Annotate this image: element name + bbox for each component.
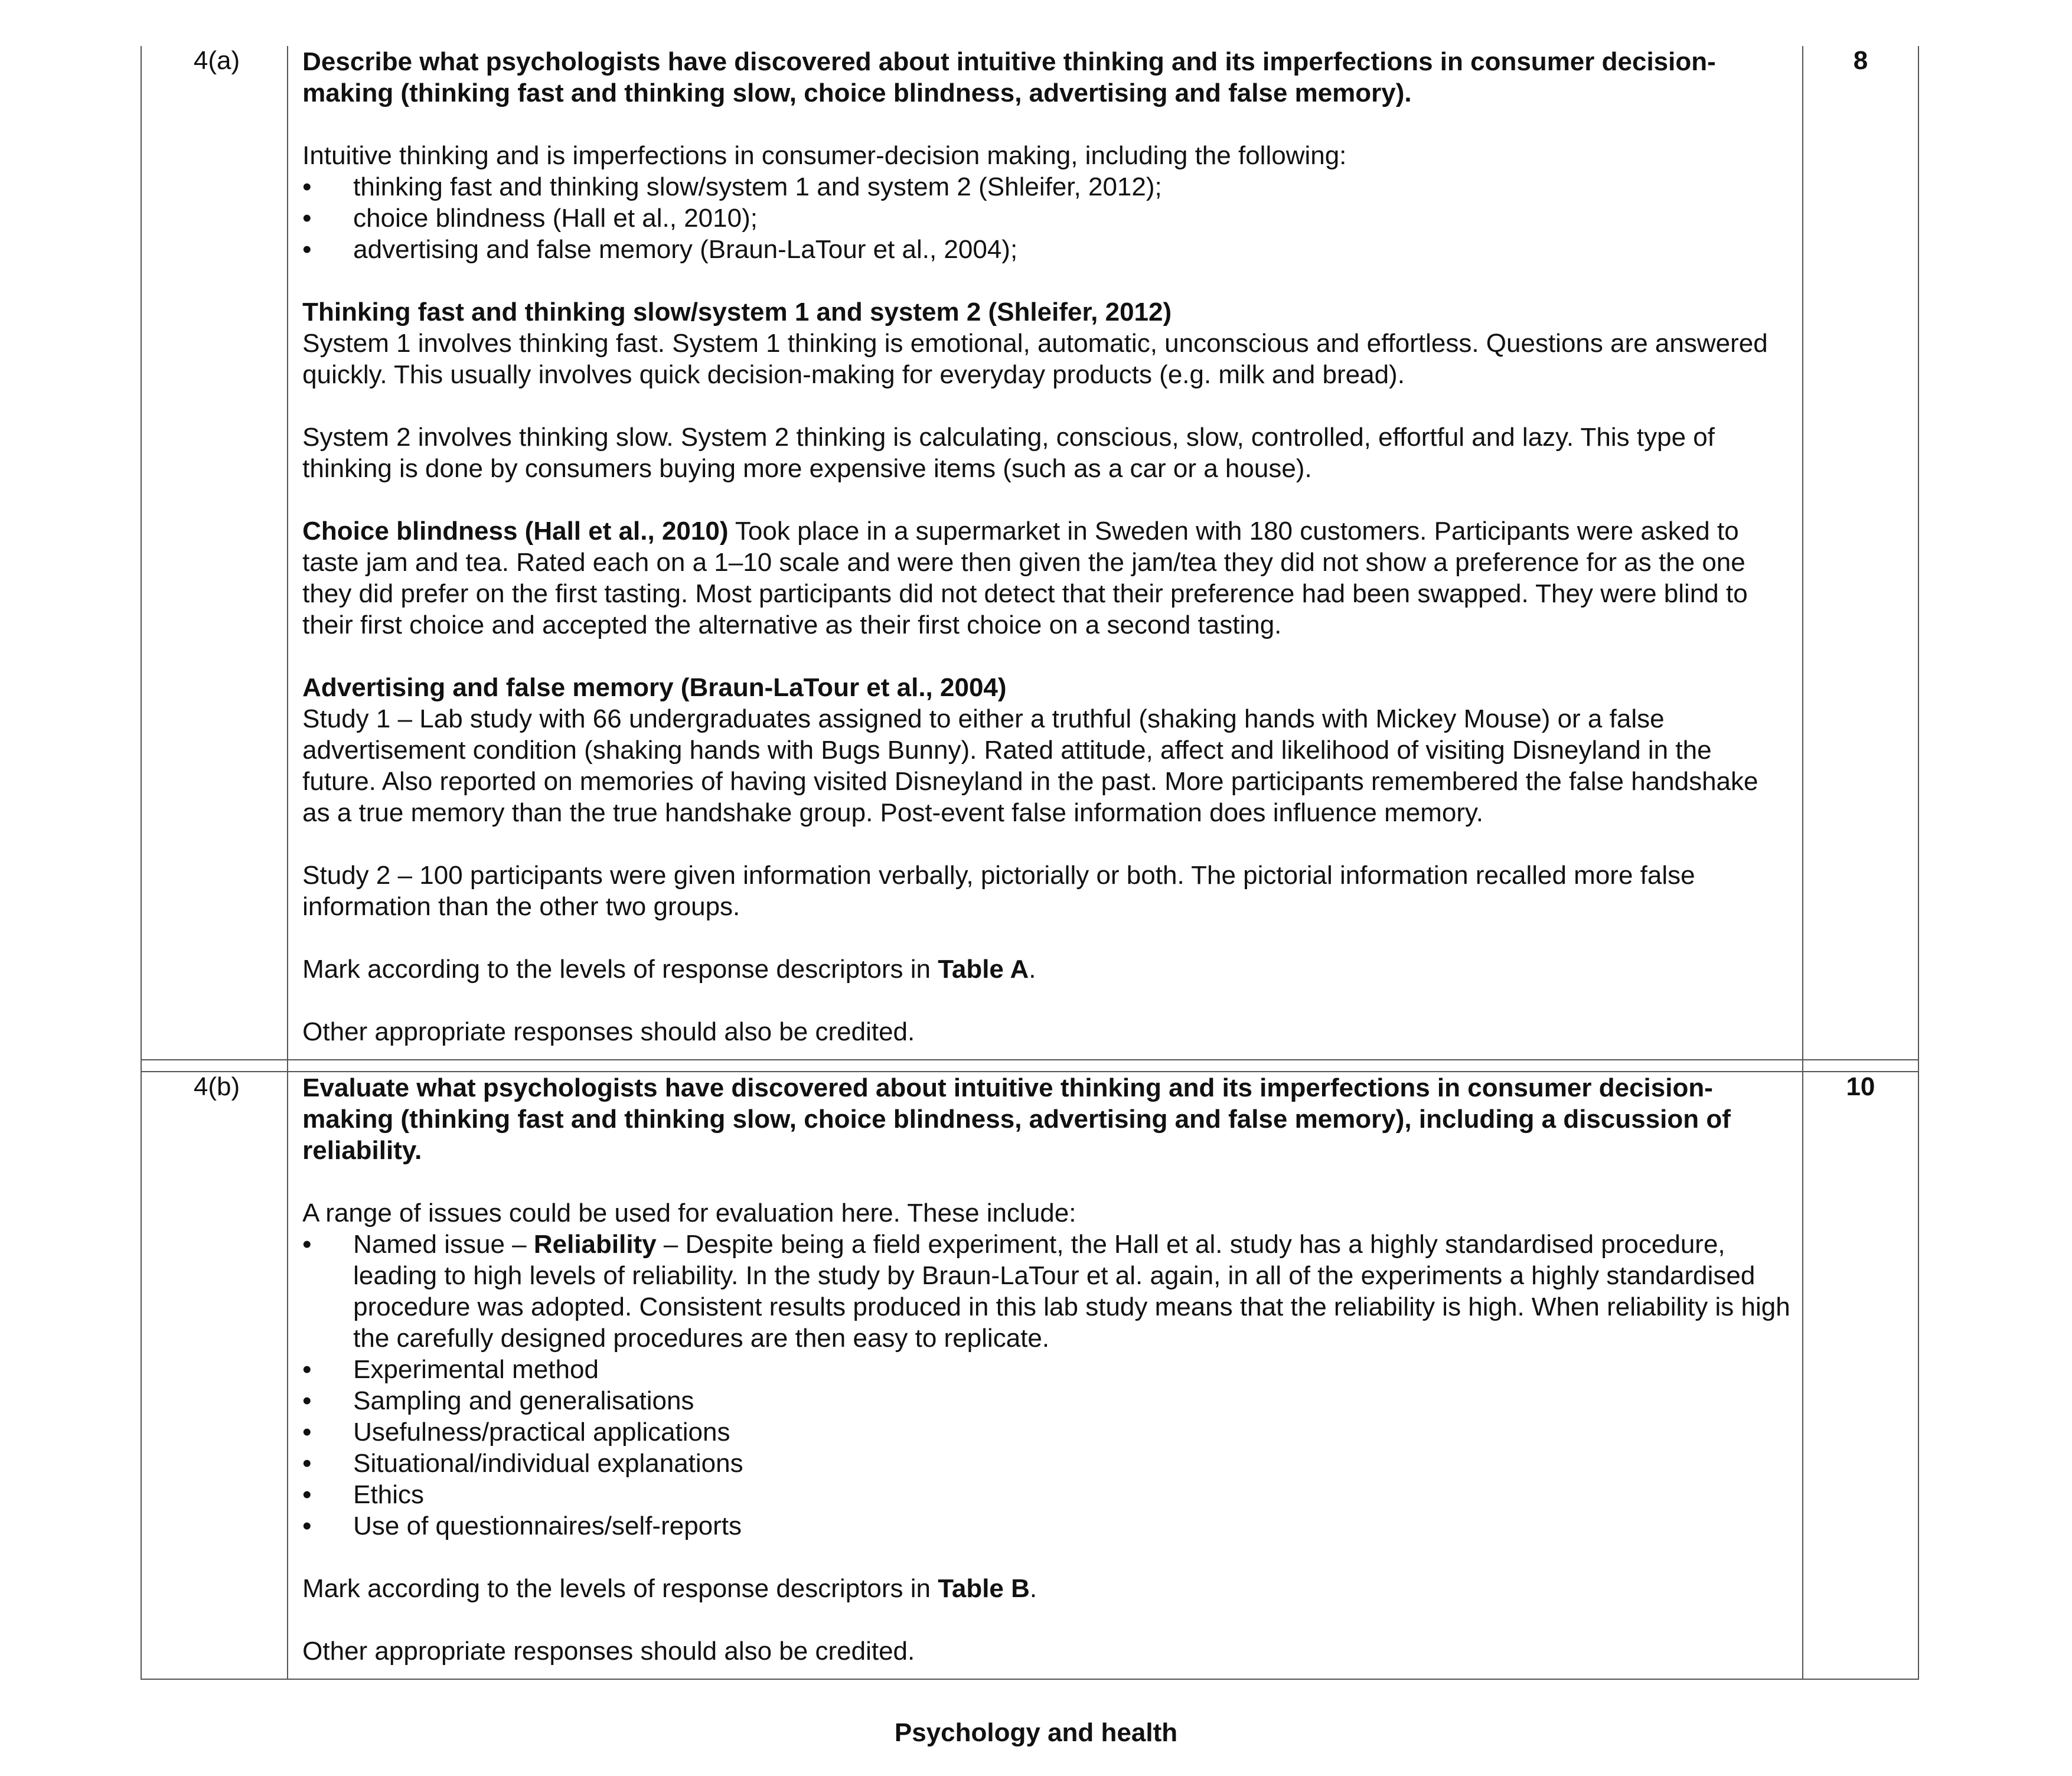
section-heading: Choice blindness (Hall et al., 2010) [302,517,729,546]
bullet-icon: • [302,204,312,233]
paragraph: System 2 involves thinking slow. System 2 thinking is calculating, conscious, slow, controlled, effortful and lazy. This type of thinking is done by consumers buying more expensive items (such as a car or a house). [302,423,1715,483]
list-item: • Usefulness/practical applications [302,1418,730,1447]
mark-scheme-table [141,46,1919,1680]
list-item: • Named issue – Reliability – Despite being a field experiment, the Hall et al. study has a highly standardised procedure, leading to high levels of reliability. In the study by Braun-LaTour et al. again, in all of the experiments a highly standardised procedure was adopted. Consistent results produced in this lab study means that the reliability is high. When reliability is high the carefully designed procedures are then easy to replicate. [302,1230,1790,1353]
list-item: • thinking fast and thinking slow/system 1 and system 2 (Shleifer, 2012); [302,172,1162,201]
bullet-icon: • [302,1355,312,1384]
intro-text: A range of issues could be used for evaluation here. These include: [302,1199,1076,1227]
section-heading: Advertising and false memory (Braun-LaTour et al., 2004) [302,673,1007,702]
credit-note: Other appropriate responses should also be credited. [302,1017,915,1046]
marks-value: 8 [1803,46,1918,1060]
answer-cell [288,46,1803,1060]
bullet-icon: • [302,1386,312,1415]
bullet-list [302,1229,1790,1542]
bullet-icon: • [302,1480,312,1509]
paragraph: Study 1 – Lab study with 66 undergraduates assigned to either a truthful (shaking hands with Mickey Mouse) or a false advertisement condition (shaking hands with Bugs Bunny). Rated attitude, affect and likelihood of visiting Disneyland in the future. Also reported on memories of having visited Disneyland in the past. More participants remembered the false handshake as a true memory than the true handshake group. Post-event false information does influence memory. [302,704,1758,827]
question-row-4a [141,46,1918,1060]
list-item: • Situational/individual explanations [302,1449,743,1478]
question-number: 4(b) [141,1072,288,1679]
bullet-icon: • [302,172,312,201]
mark-instruction: Mark according to the levels of response descriptors in Table A. [302,955,1036,984]
paragraph: System 1 involves thinking fast. System 1 thinking is emotional, automatic, unconscious and effortless. Questions are answered quickly. This usually involves quick decision-making for everyday products (e.g. milk and bread). [302,329,1768,389]
list-item: • Use of questionnaires/self-reports [302,1511,742,1540]
paragraph: Study 2 – 100 participants were given information verbally, pictorially or both. The pictorial information recalled more false information than the other two groups. [302,861,1695,921]
bullet-list [302,171,1790,265]
section-footer: Psychology and health [894,1718,1178,1747]
marks-value: 10 [1803,1072,1918,1679]
bullet-icon: • [302,1511,312,1540]
question-text: Evaluate what psychologists have discovered about intuitive thinking and its imperfections in consumer decision-making (thinking fast and thinking slow, choice blindness, advertising and false memory), including a discussion of reliability. [302,1073,1731,1165]
question-number: 4(a) [141,46,288,1060]
list-item: • Ethics [302,1480,424,1509]
list-item: • Experimental method [302,1355,599,1384]
row-separator [141,1060,1918,1072]
answer-cell [288,1072,1803,1679]
list-item: • advertising and false memory (Braun-LaTour et al., 2004); [302,235,1018,264]
section-heading: Thinking fast and thinking slow/system 1 and system 2 (Shleifer, 2012) [302,298,1172,327]
list-item: • Sampling and generalisations [302,1386,694,1415]
list-item: • choice blindness (Hall et al., 2010); [302,204,758,233]
paragraph: Choice blindness (Hall et al., 2010) Took place in a supermarket in Sweden with 180 customers. Participants were asked to taste jam and tea. Rated each on a 1–10 scale and were then given the jam/tea they did not show a preference for as the one they did prefer on the first tasting. Most participants did not detect that their preference had been swapped. They were blind to their first choice and accepted the alternative as their first choice on a second tasting. [302,517,1748,639]
question-text: Describe what psychologists have discovered about intuitive thinking and its imperfections in consumer decision-making (thinking fast and thinking slow, choice blindness, advertising and false memory). [302,47,1716,107]
intro-text: Intuitive thinking and is imperfections in consumer-decision making, including the following: [302,141,1347,170]
mark-instruction: Mark according to the levels of response descriptors in Table B. [302,1574,1037,1603]
question-row-4b [141,1072,1918,1679]
bullet-icon: • [302,1418,312,1447]
bullet-icon: • [302,1449,312,1478]
bullet-icon: • [302,235,312,264]
credit-note: Other appropriate responses should also be credited. [302,1637,915,1666]
bullet-icon: • [302,1230,312,1259]
